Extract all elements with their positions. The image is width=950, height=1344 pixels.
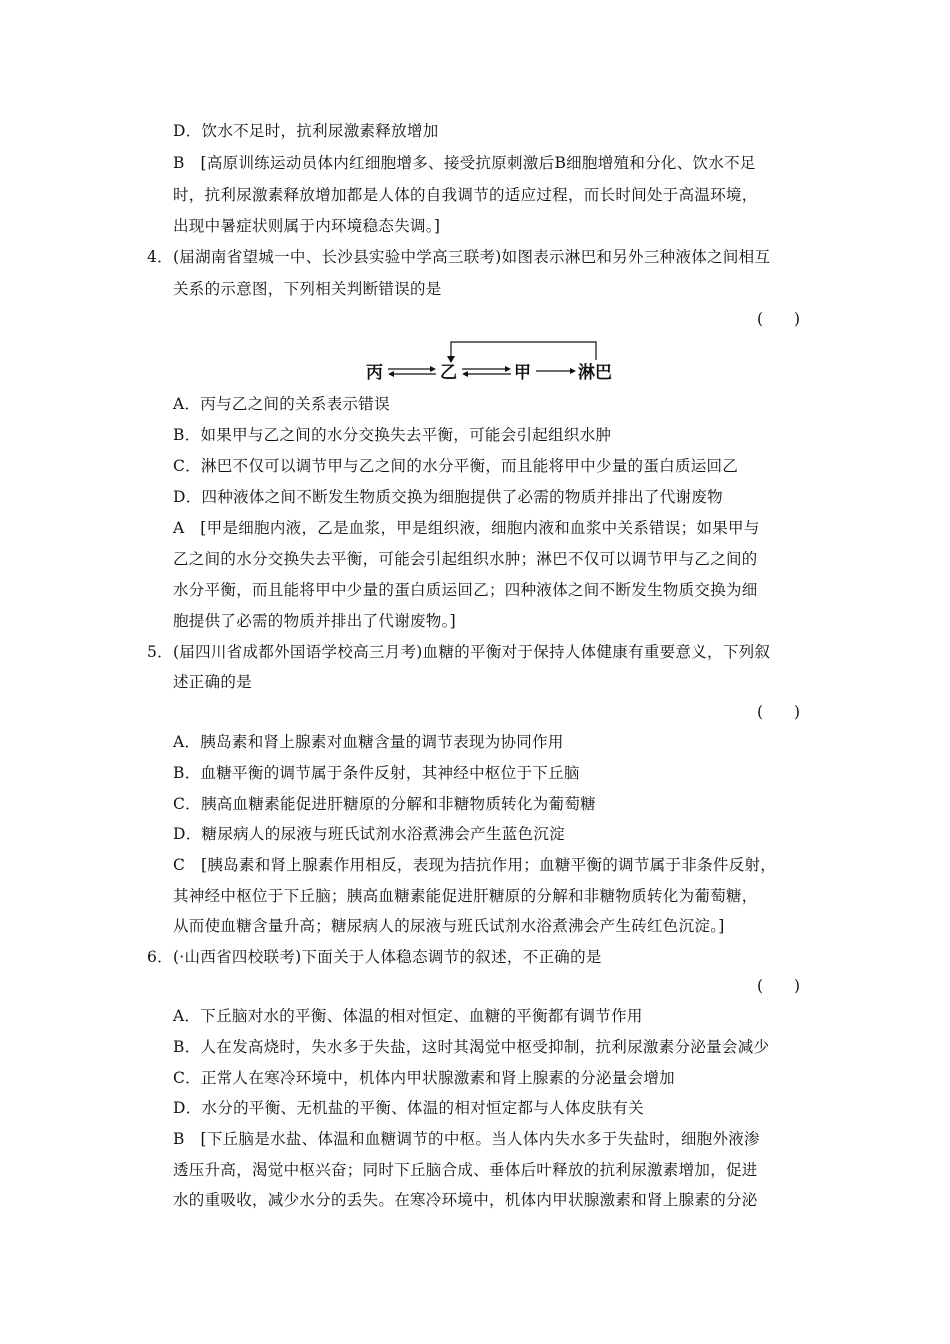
q6-answer-line-3: 水的重吸收，减少水分的丢失。在寒冷环境中，机体内甲状腺激素和肾上腺素的分泌 bbox=[173, 1191, 758, 1209]
q4-option-a: A．丙与乙之间的关系表示错误 bbox=[173, 395, 390, 413]
q4-answer-blank: ( ) bbox=[757, 310, 801, 328]
body-fluid-diagram bbox=[362, 338, 622, 388]
q5-answer-line-3: 从而使血糖含量升高；糖尿病人的尿液与班氏试剂水浴煮沸会产生砖红色沉淀。] bbox=[173, 917, 725, 935]
q5-stem-line-1: 5．(届四川省成都外国语学校高三月考)血糖的平衡对于保持人体健康有重要意义，下列叙 bbox=[147, 643, 771, 661]
q4-answer-line-2: 乙之间的水分交换失去平衡，可能会引起组织水肿；淋巴不仅可以调节甲与乙之间的 bbox=[173, 550, 758, 568]
q4-option-b: B．如果甲与乙之间的水分交换失去平衡，可能会引起组织水肿 bbox=[173, 426, 612, 444]
q4-option-c: C．淋巴不仅可以调节甲与乙之间的水分平衡，而且能将甲中少量的蛋白质运回乙 bbox=[173, 457, 739, 475]
q5-answer-line-1: C [胰岛素和肾上腺素作用相反，表现为拮抗作用；血糖平衡的调节属于非条件反射， bbox=[173, 856, 777, 874]
q6-option-b: B．人在发高烧时，失水多于失盐，这时其渴觉中枢受抑制，抗利尿激素分泌量会减少 bbox=[173, 1038, 770, 1056]
q3-answer-line-2: 时，抗利尿激素释放增加都是人体的自我调节的适应过程，而长时间处于高温环境， bbox=[173, 186, 758, 204]
node-bing: 丙 bbox=[366, 363, 383, 383]
q4-stem-line-2: 关系的示意图，下列相关判断错误的是 bbox=[173, 280, 442, 298]
q5-answer-line-2: 其神经中枢位于下丘脑；胰高血糖素能促进肝糖原的分解和非糖物质转化为葡萄糖， bbox=[173, 887, 758, 905]
q6-answer-blank: ( ) bbox=[757, 977, 801, 995]
q3-answer-line-3: 出现中暑症状则属于内环境稳态失调。] bbox=[173, 217, 441, 235]
q5-option-a: A．胰岛素和肾上腺素对血糖含量的调节表现为协同作用 bbox=[173, 733, 564, 751]
q3-option-d: D．饮水不足时，抗利尿激素释放增加 bbox=[173, 122, 439, 140]
q3-answer-line-1: B [高原训练运动员体内红细胞增多、接受抗原刺激后B细胞增殖和分化、饮水不足 bbox=[173, 154, 756, 172]
q5-stem-line-2: 述正确的是 bbox=[173, 673, 253, 691]
q4-answer-line-4: 胞提供了必需的物质并排出了代谢废物。] bbox=[173, 612, 456, 630]
q4-answer-line-1: A [甲是细胞内液，乙是血浆，甲是组织液，细胞内液和血浆中关系错误；如果甲与 bbox=[173, 519, 760, 537]
q5-option-b: B．血糖平衡的调节属于条件反射，其神经中枢位于下丘脑 bbox=[173, 764, 580, 782]
lymph-return-arrowhead bbox=[447, 356, 455, 363]
q6-answer-line-2: 透压升高，渴觉中枢兴奋；同时下丘脑合成、垂体后叶释放的抗利尿激素增加，促进 bbox=[173, 1161, 758, 1179]
q6-option-c: C．正常人在寒冷环境中，机体内甲状腺激素和肾上腺素的分泌量会增加 bbox=[173, 1069, 675, 1087]
q4-option-d: D．四种液体之间不断发生物质交换为细胞提供了必需的物质并排出了代谢废物 bbox=[173, 488, 723, 506]
node-lymph: 淋巴 bbox=[578, 363, 612, 383]
q5-answer-blank: ( ) bbox=[757, 703, 801, 721]
q6-answer-line-1: B [下丘脑是水盐、体温和血糖调节的中枢。当人体内失水多于失盐时，细胞外液渗 bbox=[173, 1130, 760, 1148]
q5-option-d: D．糖尿病人的尿液与班氏试剂水浴煮沸会产生蓝色沉淀 bbox=[173, 825, 565, 843]
q6-option-d: D．水分的平衡、无机盐的平衡、体温的相对恒定都与人体皮肤有关 bbox=[173, 1099, 644, 1117]
q6-option-a: A．下丘脑对水的平衡、体温的相对恒定、血糖的平衡都有调节作用 bbox=[173, 1007, 643, 1025]
node-yi: 乙 bbox=[440, 363, 457, 383]
q4-answer-line-3: 水分平衡，而且能将甲中少量的蛋白质运回乙；四种液体之间不断发生物质交换为细 bbox=[173, 581, 758, 599]
node-jia: 甲 bbox=[514, 363, 531, 383]
lymph-return-line bbox=[451, 342, 596, 360]
q6-stem-line-1: 6．(·山西省四校联考)下面关于人体稳态调节的叙述，不正确的是 bbox=[147, 948, 602, 966]
q5-option-c: C．胰高血糖素能促进肝糖原的分解和非糖物质转化为葡萄糖 bbox=[173, 795, 596, 813]
q4-stem-line-1: 4．(届湖南省望城一中、长沙县实验中学高三联考)如图表示淋巴和另外三种液体之间相互 bbox=[147, 248, 771, 266]
